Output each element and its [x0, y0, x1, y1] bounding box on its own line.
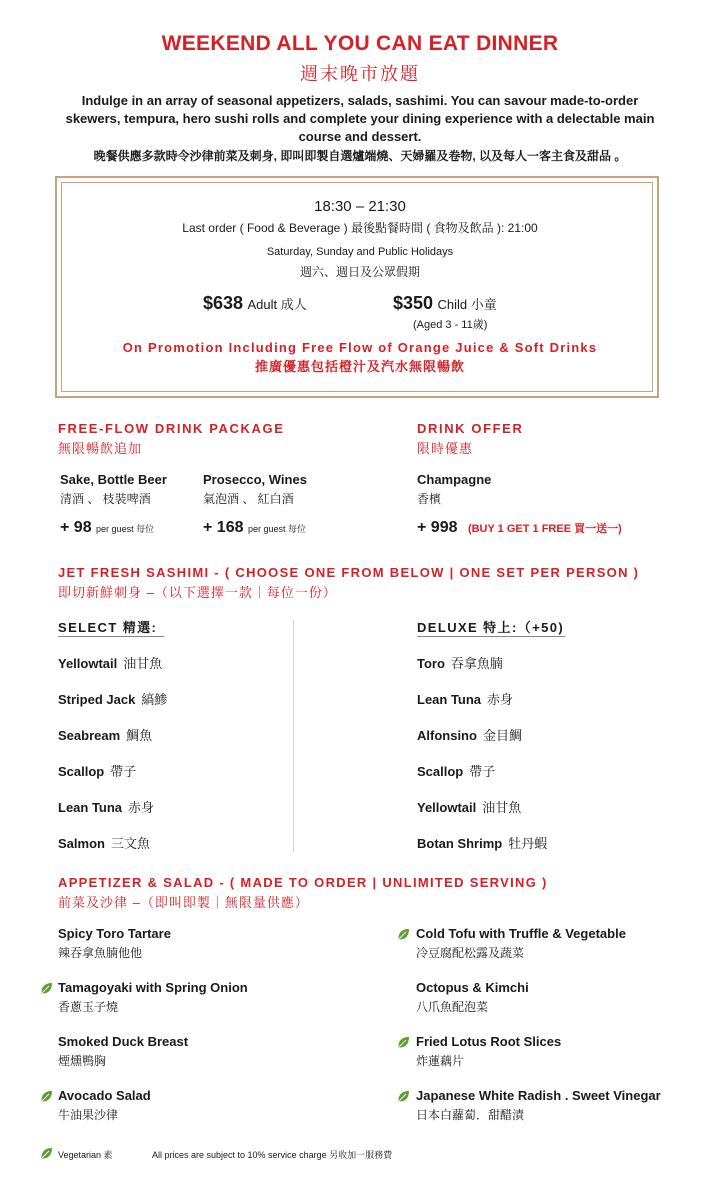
select-heading: SELECT 精選:	[58, 620, 158, 635]
sashimi-select-item: Lean Tuna 赤身	[58, 800, 155, 815]
leaf-icon	[40, 982, 53, 995]
appetizer-item-name: Japanese White Radish . Sweet Vinegar	[416, 1088, 661, 1103]
column-divider	[293, 620, 294, 852]
sashimi-select-item: Seabream 鯛魚	[58, 728, 153, 743]
promo-text-zh: 推廣優惠包括橙汁及汽水無限暢飲	[254, 359, 465, 374]
deluxe-heading: DELUXE 特上:（+50)	[417, 620, 565, 635]
offer-name: Champagne	[417, 472, 492, 487]
sashimi-deluxe-item: Toro 吞拿魚腩	[417, 656, 503, 671]
select-underline	[58, 636, 164, 637]
freeflow-heading: FREE-FLOW DRINK PACKAGE	[58, 421, 285, 436]
appetizer-item-name-zh: 辣吞拿魚腩他他	[58, 946, 143, 960]
package-1-name: Sake, Bottle Beer	[60, 472, 167, 487]
package-2-price-value: + 168	[203, 519, 244, 536]
leaf-icon	[397, 928, 410, 941]
menu-title: WEEKEND ALL YOU CAN EAT DINNER	[161, 32, 559, 55]
menu-title-zh: 週末晚市放題	[300, 64, 420, 84]
appetizer-item-name-zh: 八爪魚配泡菜	[416, 1000, 489, 1014]
leaf-icon	[397, 1090, 410, 1103]
offer-price-value: + 998	[417, 519, 458, 536]
appetizer-item-name: Spicy Toro Tartare	[58, 926, 171, 941]
package-1-name-zh: 清酒 、 枝裝啤酒	[60, 492, 151, 506]
last-order-note: Last order ( Food & Beverage ) 最後點餐時間 ( 食物及飲品 ): 21:00	[182, 221, 538, 235]
drink-offer-heading-zh: 限時優惠	[417, 441, 474, 456]
leaf-icon	[397, 1036, 410, 1049]
sashimi-select-item: Striped Jack 縞鯵	[58, 692, 168, 707]
sashimi-deluxe-item: Botan Shrimp 牡丹蝦	[417, 836, 548, 851]
appetizer-heading-zh: 前菜及沙律 –（即叫即製｜無限量供應）	[58, 895, 309, 910]
appetizer-item-name-zh: 牛油果沙律	[58, 1108, 119, 1122]
child-label: Child 小童	[437, 297, 497, 312]
adult-price: $638	[203, 293, 244, 313]
package-1-price-note: per guest 每位	[96, 524, 155, 534]
appetizer-item-name: Octopus & Kimchi	[416, 980, 529, 995]
child-price-block	[393, 293, 497, 314]
sashimi-heading-zh: 即切新鮮刺身 –（以下選擇一款｜每位一份）	[58, 585, 337, 600]
child-price: $350	[393, 293, 434, 313]
package-2-price	[203, 519, 306, 537]
package-1-price	[60, 519, 154, 537]
appetizer-heading: APPETIZER & SALAD - ( MADE TO ORDER | UNLIMITED SERVING )	[58, 875, 548, 890]
deluxe-underline	[417, 636, 565, 637]
drink-offer-heading: DRINK OFFER	[417, 421, 524, 436]
package-2-name: Prosecco, Wines	[203, 472, 307, 487]
package-1-price-value: + 98	[60, 519, 92, 536]
sashimi-deluxe-item: Lean Tuna 赤身	[417, 692, 514, 707]
appetizer-item-name: Tamagoyaki with Spring Onion	[58, 980, 248, 995]
appetizer-item-name-zh: 炸蓮藕片	[416, 1054, 465, 1068]
service-days: Saturday, Sunday and Public Holidays	[266, 246, 454, 258]
appetizer-item-name: Cold Tofu with Truffle & Vegetable	[416, 926, 626, 941]
appetizer-item-name-zh: 煙燻鴨胸	[58, 1054, 107, 1068]
sashimi-select-item: Scallop 帶子	[58, 764, 137, 779]
appetizer-item-name-zh: 冷豆腐配松露及蔬菜	[416, 946, 525, 960]
sashimi-heading: JET FRESH SASHIMI - ( CHOOSE ONE FROM BELOW | ONE SET PER PERSON )	[58, 565, 640, 580]
service-charge-note: All prices are subject to 10% service charge 另收加一服務費	[152, 1150, 393, 1160]
sashimi-deluxe-item: Yellowtail 油甘魚	[417, 800, 522, 815]
package-2-price-note: per guest 每位	[247, 524, 306, 534]
sashimi-deluxe-item: Alfonsino 金目鯛	[417, 728, 522, 743]
promo-text: On Promotion Including Free Flow of Orange Juice & Soft Drinks	[122, 340, 598, 355]
leaf-icon	[40, 1147, 53, 1160]
vegetarian-legend: Vegetarian 素	[58, 1150, 113, 1160]
sashimi-select-item: Yellowtail 油甘魚	[58, 656, 163, 671]
freeflow-heading-zh: 無限暢飲追加	[58, 441, 143, 456]
intro-text-zh: 晚餐供應多款時令沙律前菜及刺身, 即叫即製自選爐端燒、天婦羅及卷物, 以及每人一客主食及甜品 。	[93, 149, 627, 163]
leaf-icon	[40, 1090, 53, 1103]
appetizer-item-name-zh: 日本白蘿蔔．甜醋漬	[416, 1108, 525, 1122]
child-age-note: (Aged 3 - 11歲)	[413, 319, 488, 331]
service-days-zh: 週六、週日及公眾假期	[299, 265, 420, 279]
sashimi-select-item: Salmon 三文魚	[58, 836, 150, 851]
appetizer-item-name: Avocado Salad	[58, 1088, 151, 1103]
adult-price-block	[203, 293, 307, 314]
service-hours: 18:30 – 21:30	[314, 198, 406, 215]
adult-label: Adult 成人	[247, 297, 307, 312]
package-2-name-zh: 氣泡酒 、 紅白酒	[203, 492, 294, 506]
appetizer-item-name-zh: 香蔥玉子燒	[58, 1000, 119, 1014]
offer-price	[417, 519, 622, 537]
sashimi-deluxe-item: Scallop 帶子	[417, 764, 496, 779]
intro-text: Indulge in an array of seasonal appetizers, salads, sashimi. You can savour made-to-order skewers, tempura, hero sushi rolls and complete your dining experience with a delectable main course and dessert.	[65, 93, 655, 144]
appetizer-item-name: Fried Lotus Root Slices	[416, 1034, 562, 1049]
offer-note: (BUY 1 GET 1 FREE 買一送一)	[467, 523, 622, 535]
appetizer-item-name: Smoked Duck Breast	[58, 1034, 189, 1049]
offer-name-zh: 香檳	[417, 492, 442, 506]
